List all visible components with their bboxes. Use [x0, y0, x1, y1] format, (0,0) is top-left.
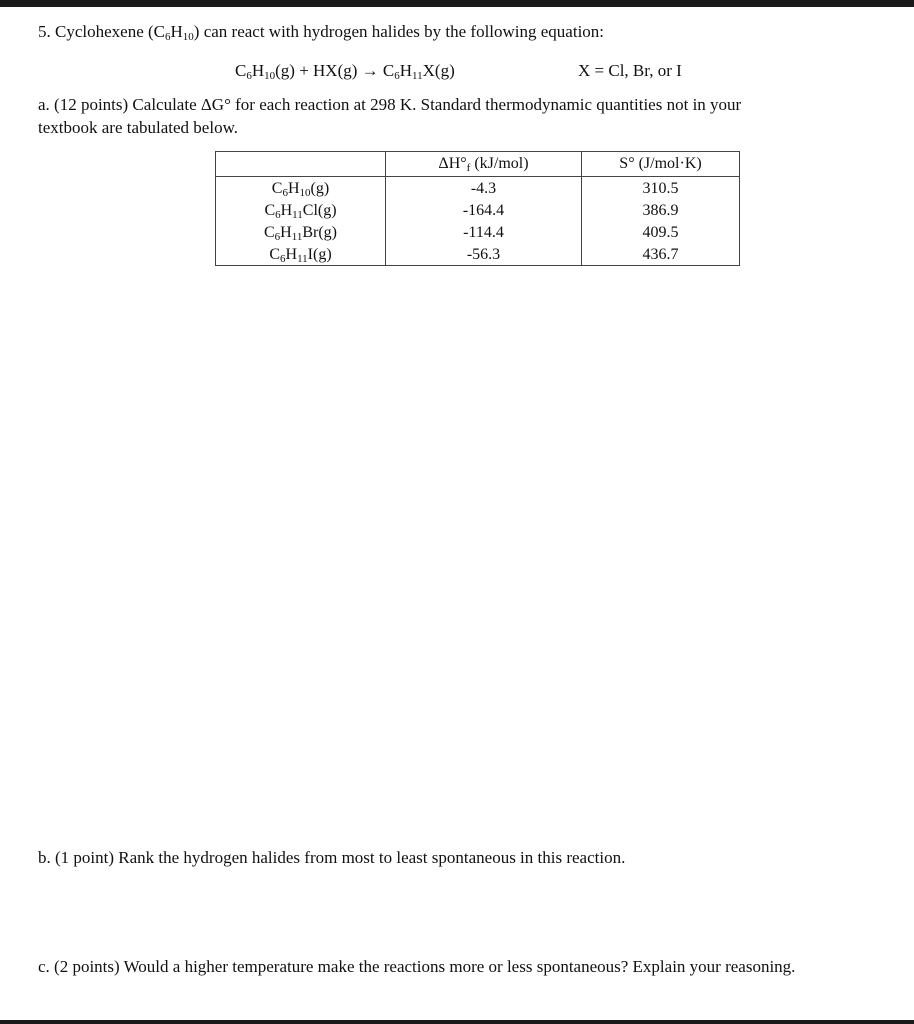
enthalpy-cell: -4.3	[386, 177, 582, 200]
entropy-cell: 386.9	[582, 199, 740, 221]
bottom-border	[0, 1020, 914, 1024]
entropy-cell: 436.7	[582, 243, 740, 266]
compound-cell: $C_6H_{10}(g)$	[216, 177, 386, 200]
reaction-equation: $C_6H_{10}(g) + HX(g) \to C_6H_{11}X(g)$	[235, 61, 455, 82]
table-row	[216, 177, 740, 200]
header-compound	[216, 152, 386, 177]
compound-cell: $C_6H_{11}Cl(g)$	[216, 199, 386, 221]
thermo-table	[215, 151, 740, 266]
part-a-line-1: a. (12 points) Calculate ΔG° for each reaction at 298 K. Standard thermodynamic quantities not in your	[38, 95, 742, 114]
part-b-question: b. (1 point) Rank the hydrogen halides from most to least spontaneous in this reaction.	[38, 848, 626, 867]
compound-cell: $C_6H_{11}Br(g)$	[216, 221, 386, 243]
part-a-line-2: textbook are tabulated below.	[38, 118, 238, 137]
table-row	[216, 221, 740, 243]
compound-cell: $C_6H_{11}I(g)$	[216, 243, 386, 266]
question-title: 5. Cyclohexene $(C_6H_{10})$ can react with hydrogen halides by the following equation:	[38, 22, 605, 43]
top-border	[0, 0, 914, 7]
enthalpy-cell: -164.4	[386, 199, 582, 221]
header-entropy: S° (J/mol·K)	[582, 152, 740, 177]
entropy-cell: 310.5	[582, 177, 740, 200]
halide-condition: X = Cl, Br, or I	[578, 61, 682, 80]
table-header-row	[216, 152, 740, 177]
table-row	[216, 243, 740, 266]
part-c-question: c. (2 points) Would a higher temperature make the reactions more or less spontaneous? Explain your reasoning.	[38, 957, 796, 976]
table-row	[216, 199, 740, 221]
entropy-cell: 409.5	[582, 221, 740, 243]
enthalpy-cell: -114.4	[386, 221, 582, 243]
header-enthalpy: $\Delta H^\circ_f$ (kJ/mol)	[386, 152, 582, 177]
enthalpy-cell: -56.3	[386, 243, 582, 266]
